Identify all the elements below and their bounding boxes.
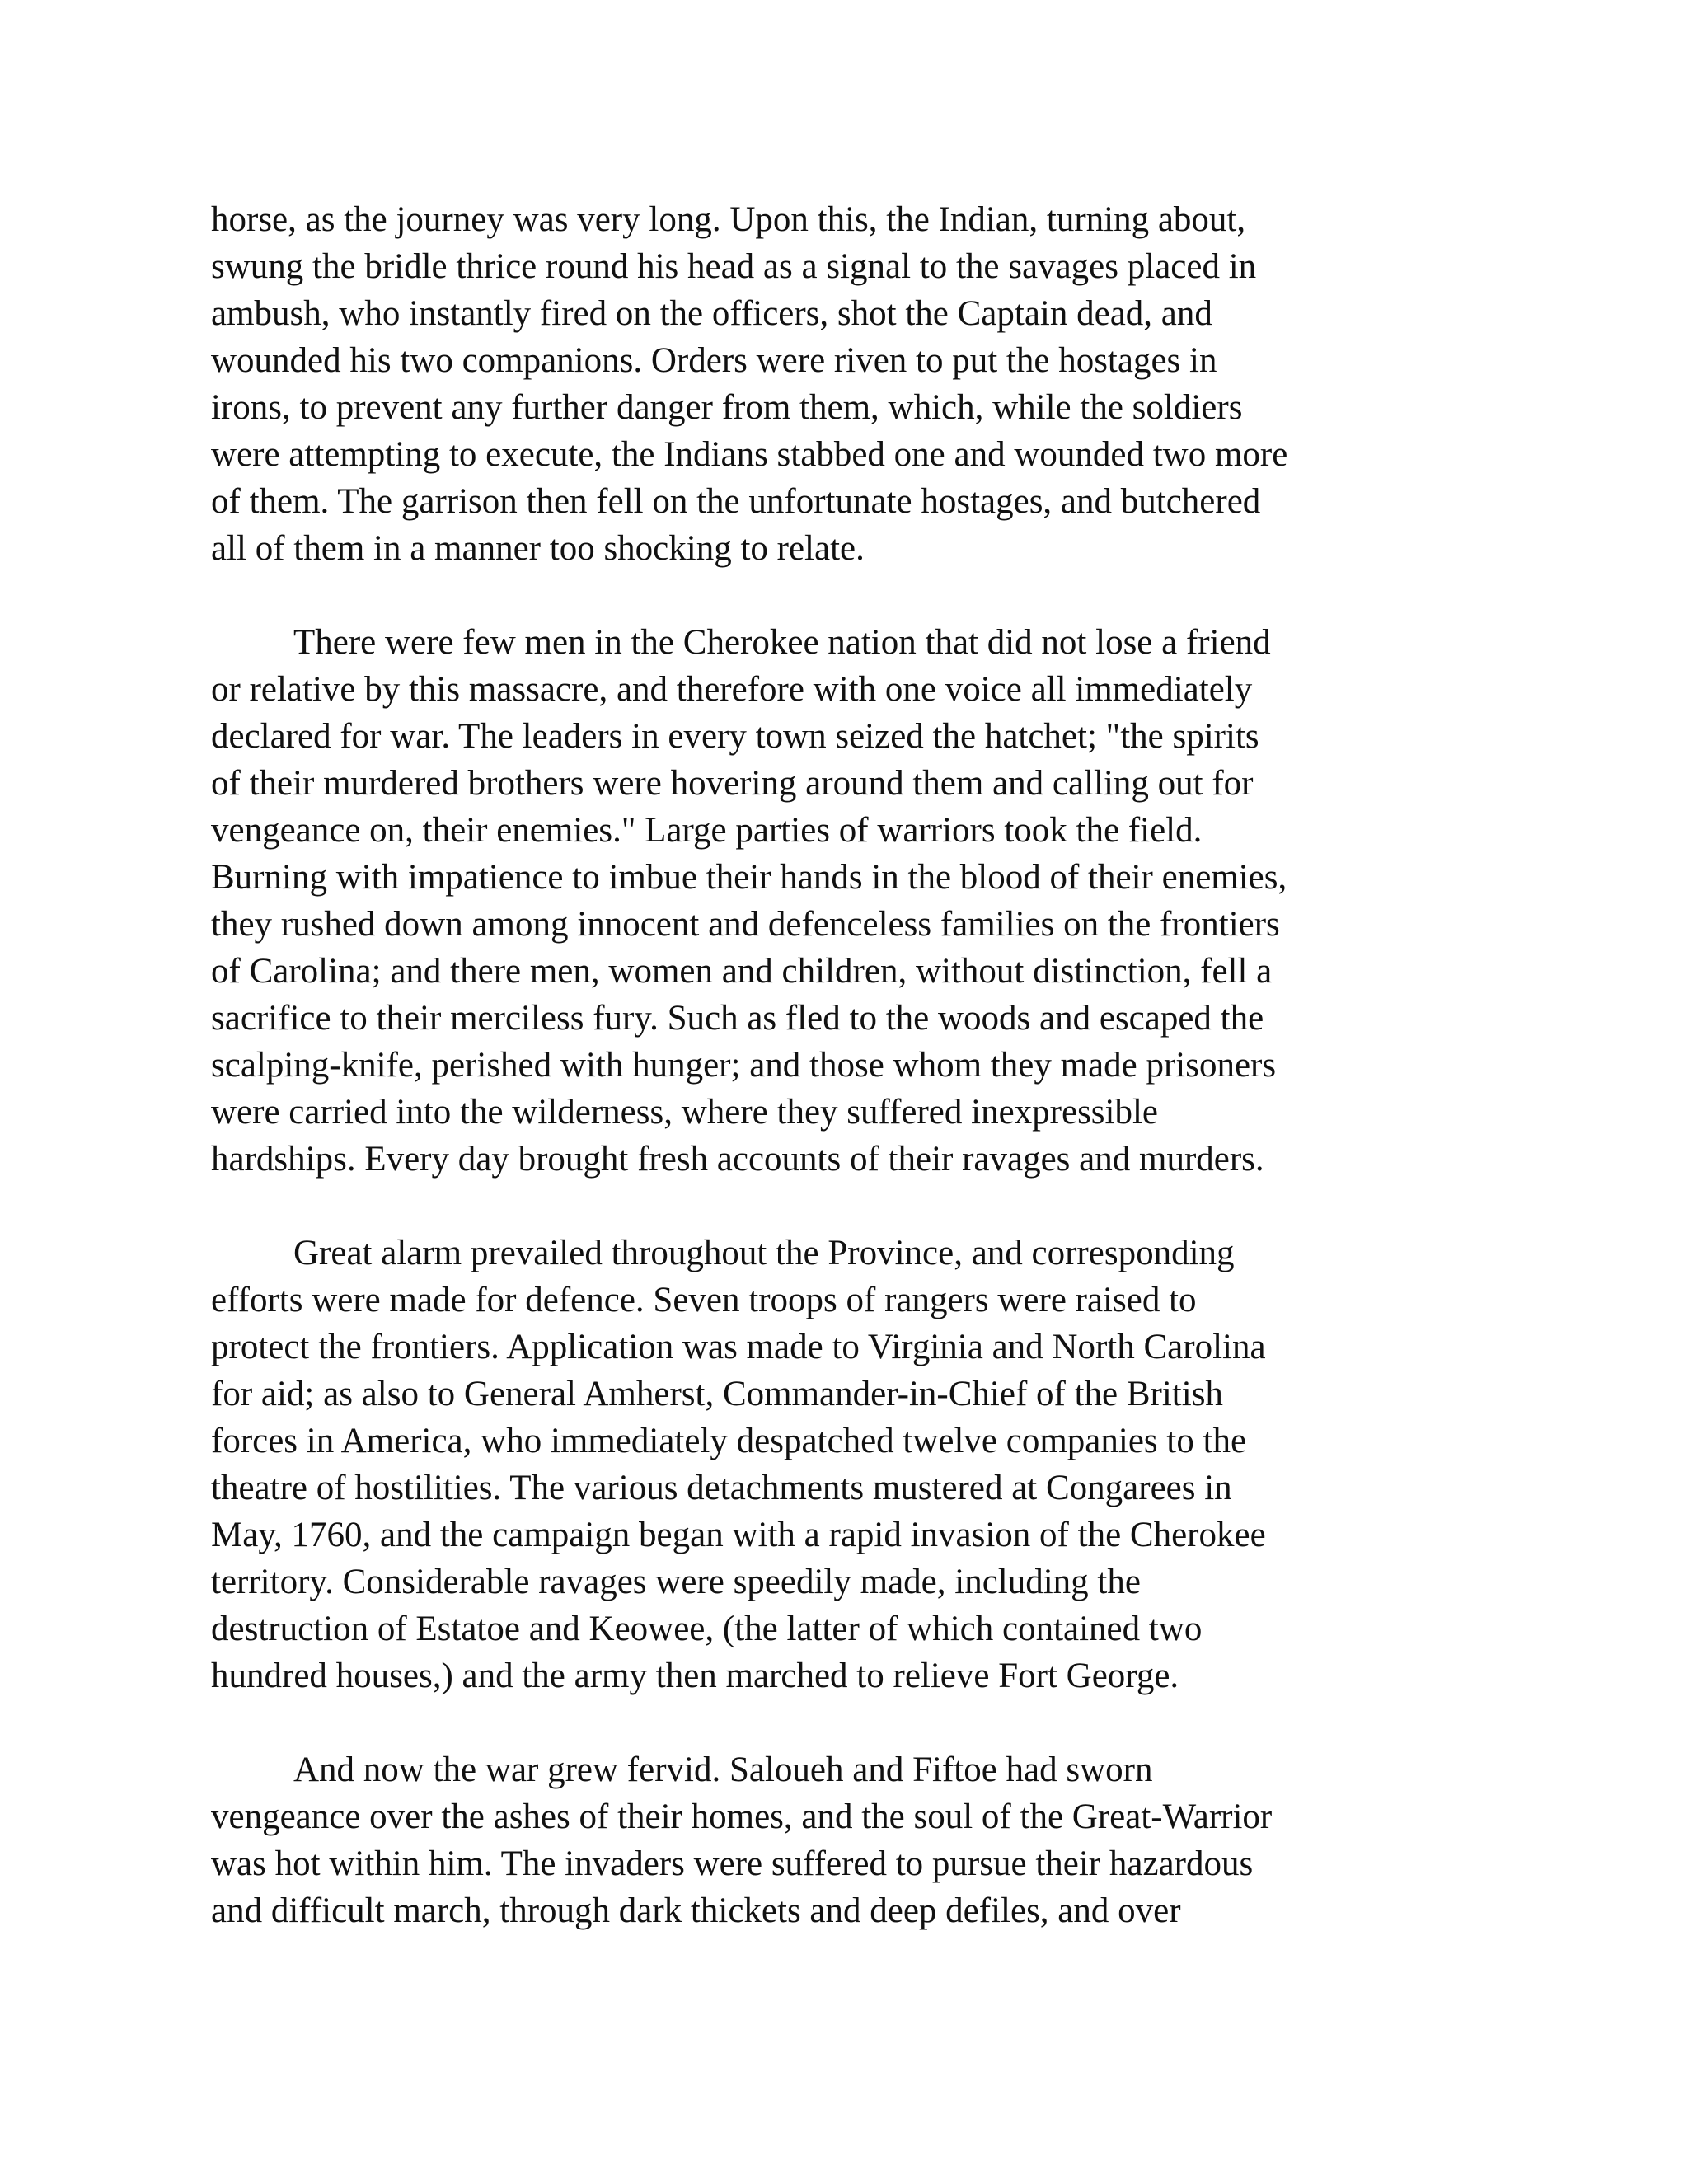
text-line: or relative by this massacre, and therefore with one voice all immediately bbox=[211, 670, 1253, 709]
text-line: were attempting to execute, the Indians stabbed one and wounded two more bbox=[211, 435, 1288, 474]
paragraph-4 bbox=[211, 1746, 1497, 1934]
text-line: And now the war grew fervid. Saloueh and Fiftoe had sworn bbox=[293, 1750, 1153, 1789]
text-line: ambush, who instantly fired on the officers, shot the Captain dead, and bbox=[211, 294, 1212, 333]
text-line: sacrifice to their merciless fury. Such as fled to the woods and escaped the bbox=[211, 999, 1264, 1038]
text-line: declared for war. The leaders in every town seized the hatchet; "the spirits bbox=[211, 717, 1259, 756]
text-line: were carried into the wilderness, where they suffered inexpressible bbox=[211, 1093, 1159, 1132]
text-line: May, 1760, and the campaign began with a rapid invasion of the Cherokee bbox=[211, 1516, 1266, 1554]
text-line: irons, to prevent any further danger from them, which, while the soldiers bbox=[211, 388, 1243, 427]
text-line: horse, as the journey was very long. Upon this, the Indian, turning about, bbox=[211, 200, 1246, 239]
document-body bbox=[211, 196, 1497, 1981]
text-line: efforts were made for defence. Seven troops of rangers were raised to bbox=[211, 1281, 1197, 1319]
text-line: they rushed down among innocent and defenceless families on the frontiers bbox=[211, 905, 1280, 944]
text-line: theatre of hostilities. The various detachments mustered at Congarees in bbox=[211, 1469, 1232, 1507]
text-line: destruction of Estatoe and Keowee, (the latter of which contained two bbox=[211, 1610, 1203, 1648]
text-line: of them. The garrison then fell on the unfortunate hostages, and butchered bbox=[211, 482, 1261, 521]
text-line: was hot within him. The invaders were suffered to pursue their hazardous bbox=[211, 1844, 1254, 1883]
text-line: swung the bridle thrice round his head as a signal to the savages placed in bbox=[211, 247, 1257, 286]
text-line: protect the frontiers. Application was made to Virginia and North Carolina bbox=[211, 1328, 1266, 1366]
text-line: all of them in a manner too shocking to relate. bbox=[211, 529, 865, 568]
text-line: Burning with impatience to imbue their hands in the blood of their enemies, bbox=[211, 858, 1287, 897]
text-line: of Carolina; and there men, women and children, without distinction, fell a bbox=[211, 952, 1273, 991]
text-line: scalping-knife, perished with hunger; and those whom they made prisoners bbox=[211, 1046, 1277, 1085]
text-line: forces in America, who immediately despatched twelve companies to the bbox=[211, 1422, 1247, 1460]
text-line: vengeance over the ashes of their homes, and the soul of the Great-Warrior bbox=[211, 1797, 1273, 1836]
paragraph-2 bbox=[211, 619, 1497, 1183]
paragraph-3 bbox=[211, 1230, 1497, 1699]
text-line: Great alarm prevailed throughout the Province, and corresponding bbox=[293, 1234, 1235, 1272]
text-line: wounded his two companions. Orders were riven to put the hostages in bbox=[211, 341, 1217, 380]
text-line: of their murdered brothers were hovering around them and calling out for bbox=[211, 764, 1254, 803]
text-line: hardships. Every day brought fresh accounts of their ravages and murders. bbox=[211, 1140, 1264, 1179]
text-line: vengeance on, their enemies." Large parties of warriors took the field. bbox=[211, 811, 1203, 850]
text-line: hundred houses,) and the army then marched to relieve Fort George. bbox=[211, 1657, 1179, 1695]
text-line: for aid; as also to General Amherst, Commander-in-Chief of the British bbox=[211, 1375, 1223, 1413]
text-line: territory. Considerable ravages were speedily made, including the bbox=[211, 1563, 1141, 1601]
paragraph-1 bbox=[211, 196, 1497, 572]
text-line: and difficult march, through dark thickets and deep defiles, and over bbox=[211, 1891, 1181, 1930]
text-line: There were few men in the Cherokee nation that did not lose a friend bbox=[293, 623, 1271, 662]
